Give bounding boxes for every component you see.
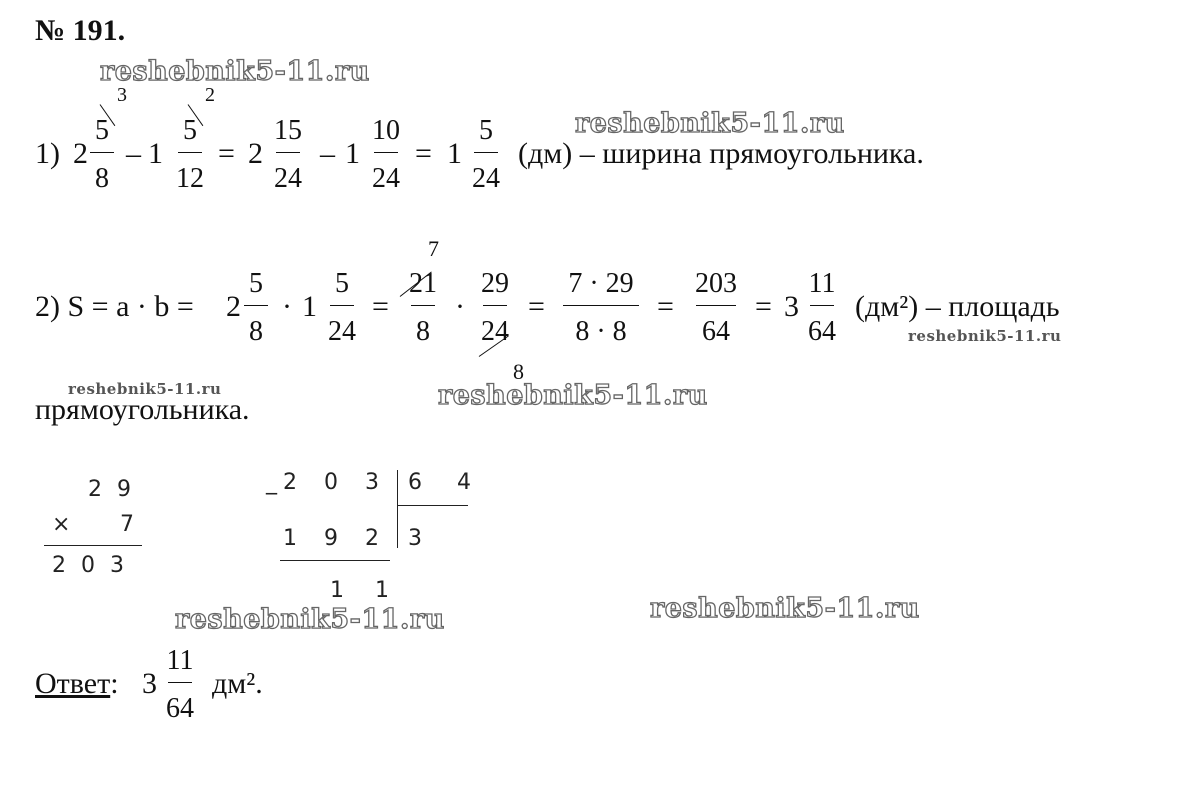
answer-colon: : — [110, 667, 119, 700]
denominator: 8 — [95, 163, 109, 194]
multiply-dot: · — [455, 290, 465, 323]
whole-part: 1 — [345, 137, 360, 170]
whole-part: 2 — [73, 137, 88, 170]
whole-part: 1 — [302, 290, 317, 323]
fraction — [555, 263, 647, 350]
denominator: 24 — [481, 316, 509, 347]
fraction — [82, 110, 122, 197]
remainder-line — [280, 560, 390, 561]
denominator: 8 · 8 — [575, 316, 627, 347]
whole-part: 1 — [148, 137, 163, 170]
fraction — [322, 263, 362, 350]
minus-sign: – — [126, 137, 141, 170]
numerator: 5 — [95, 115, 109, 146]
minus-sign: – — [320, 137, 335, 170]
dividend: 2 0 3 — [283, 470, 389, 495]
quotient: 3 — [408, 526, 422, 551]
fraction — [268, 110, 308, 197]
equals-sign: = — [755, 290, 772, 323]
equals-sign: = — [218, 137, 235, 170]
denominator: 64 — [702, 316, 730, 347]
denominator: 24 — [372, 163, 400, 194]
numerator: 29 — [481, 268, 509, 299]
problem-title: № 191. — [35, 14, 126, 47]
divisor: 6 4 — [408, 470, 485, 495]
equals-sign: = — [528, 290, 545, 323]
remainder: 1 1 — [330, 578, 401, 603]
multiply-dot: · — [282, 290, 292, 323]
fraction — [475, 263, 515, 350]
numerator: 21 — [409, 268, 437, 299]
whole-part: 3 — [142, 667, 157, 700]
step-formula: 2) S = a · b = — [35, 290, 194, 323]
subtrahend: 1 9 2 — [283, 526, 389, 551]
equals-sign: = — [657, 290, 674, 323]
equals-sign: = — [372, 290, 389, 323]
numerator: 5 — [183, 115, 197, 146]
result-line — [44, 545, 142, 546]
cancel-factor: 3 — [117, 84, 127, 106]
fraction — [802, 263, 842, 350]
numerator: 11 — [166, 645, 194, 676]
minus-sign: _ — [266, 470, 277, 495]
multiply-sign: × — [52, 512, 71, 537]
denominator: 8 — [416, 316, 430, 347]
numerator: 5 — [249, 268, 263, 299]
whole-part: 3 — [784, 290, 799, 323]
denominator: 24 — [274, 163, 302, 194]
watermark: reshebnik5-11.ru — [175, 604, 445, 635]
whole-part: 2 — [248, 137, 263, 170]
whole-part: 2 — [226, 290, 241, 323]
cancel-factor: 7 — [428, 236, 439, 261]
watermark: reshebnik5-11.ru — [650, 593, 920, 624]
denominator: 64 — [166, 693, 194, 724]
watermark: reshebnik5-11.ru — [575, 108, 845, 139]
cancel-factor: 8 — [513, 359, 524, 384]
multiplier: 7 — [120, 512, 134, 537]
equals-sign: = — [415, 137, 432, 170]
numerator: 11 — [808, 268, 836, 299]
numerator: 203 — [695, 268, 737, 299]
numerator: 7 · 29 — [568, 268, 634, 299]
numerator: 5 — [479, 115, 493, 146]
watermark: reshebnik5-11.ru — [438, 380, 708, 411]
denominator: 12 — [176, 163, 204, 194]
division-vertical-line — [397, 470, 398, 548]
fraction — [170, 110, 210, 197]
numerator: 5 — [335, 268, 349, 299]
answer-unit: дм². — [212, 667, 263, 700]
numerator: 10 — [372, 115, 400, 146]
cancel-factor: 2 — [205, 84, 215, 106]
answer-label: Ответ — [35, 667, 111, 700]
watermark: reshebnik5-11.ru — [68, 380, 222, 398]
step-number: 1) — [35, 137, 60, 170]
watermark: reshebnik5-11.ru — [908, 327, 1062, 345]
fraction — [403, 263, 443, 350]
denominator: 24 — [328, 316, 356, 347]
denominator: 64 — [808, 316, 836, 347]
fraction — [466, 110, 506, 197]
answer-label-group — [35, 667, 119, 701]
fraction — [366, 110, 406, 197]
step-description-continued: прямоугольника. — [35, 393, 250, 426]
numerator: 15 — [274, 115, 302, 146]
quotient-line — [398, 505, 468, 506]
denominator: 8 — [249, 316, 263, 347]
fraction — [688, 263, 744, 350]
step-description: (дм²) – площадь — [855, 290, 1060, 323]
step-description: (дм) – ширина прямоугольника. — [518, 137, 924, 170]
whole-part: 1 — [447, 137, 462, 170]
multiplicand: 2 9 — [88, 477, 135, 502]
fraction — [160, 640, 200, 727]
watermark: reshebnik5-11.ru — [100, 56, 370, 87]
fraction — [236, 263, 276, 350]
product: 2 0 3 — [52, 553, 128, 578]
denominator: 24 — [472, 163, 500, 194]
